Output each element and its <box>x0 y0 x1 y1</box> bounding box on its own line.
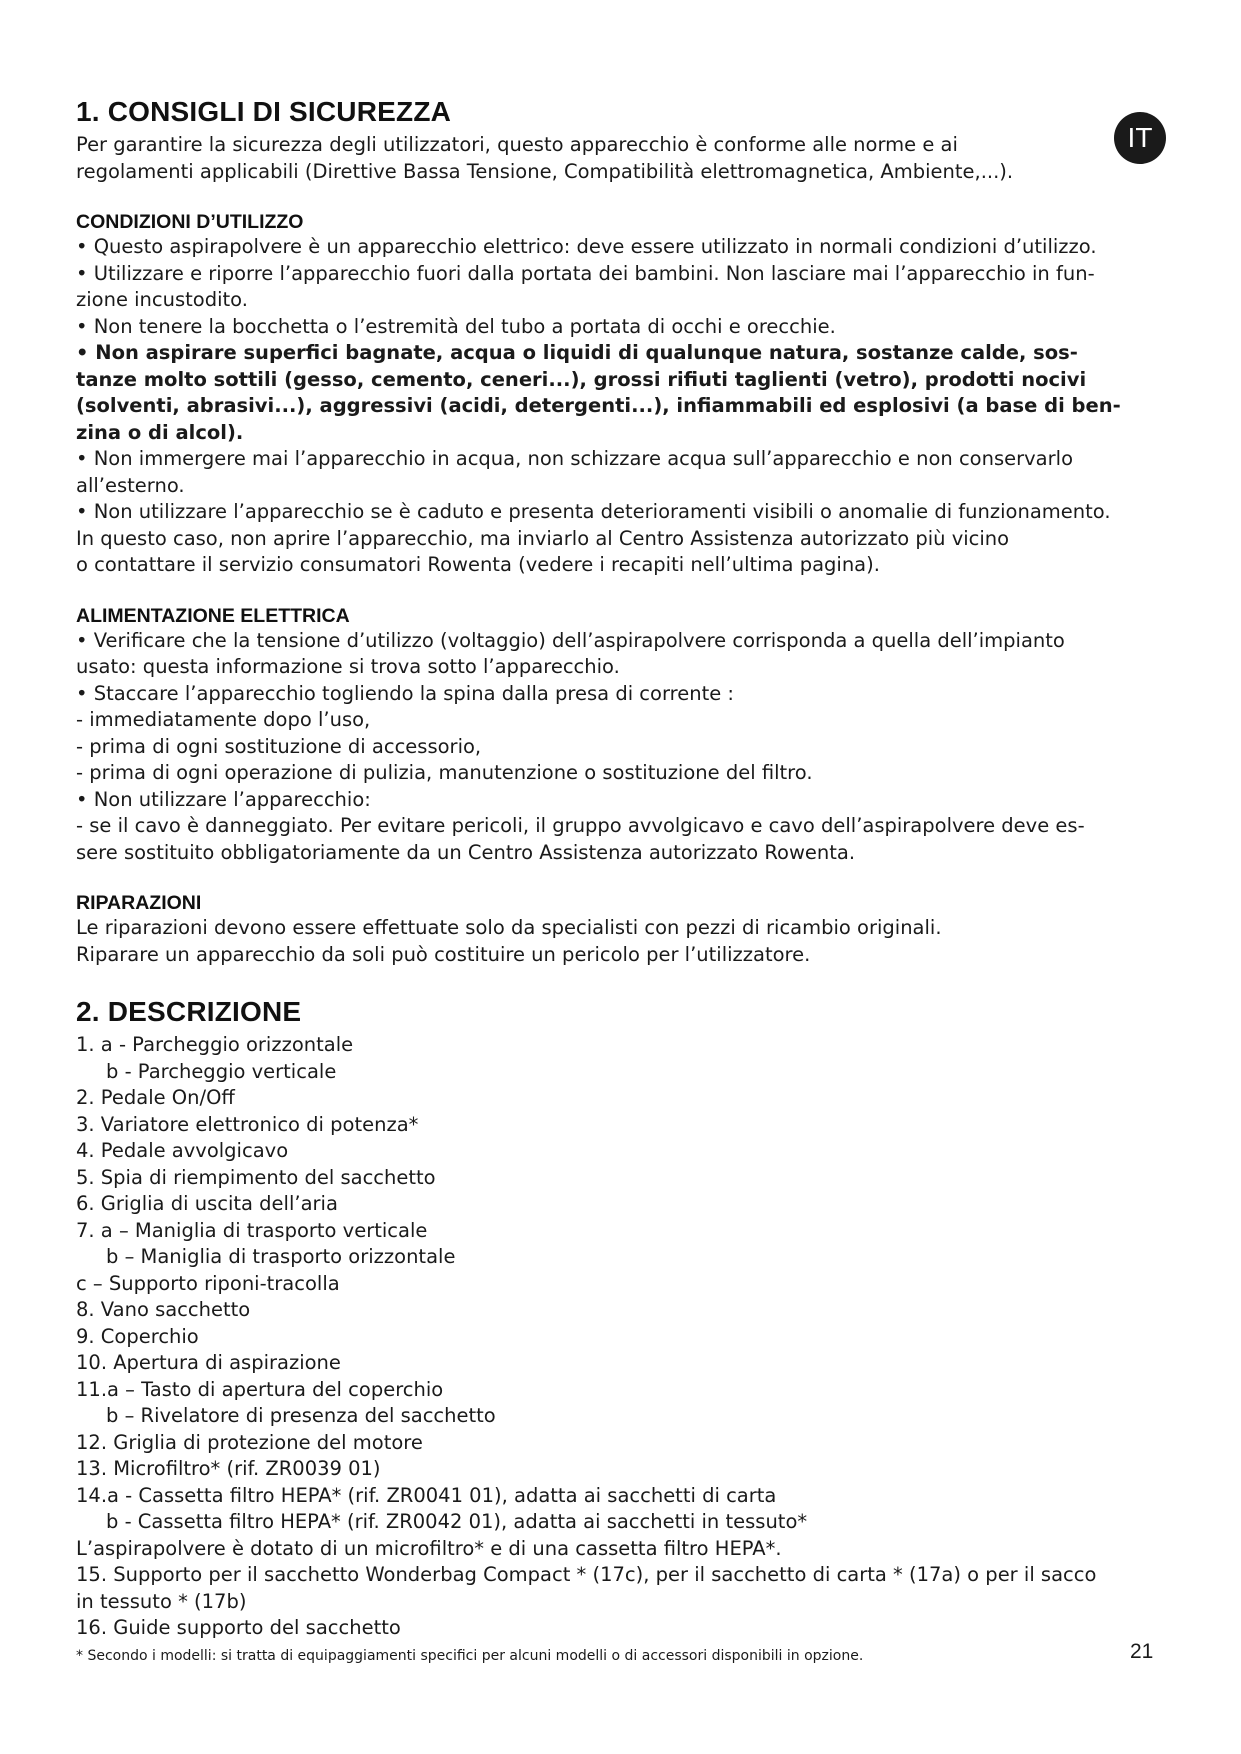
conditions-line: In questo caso, non aprire l’apparecchio, ma inviarlo al Centro Assistenza autorizzato più vicino <box>76 526 1010 550</box>
conditions-line: tanze molto sottili (gesso, cemento, ceneri...), grossi rifiuti taglienti (vetro), prodotti nocivi <box>76 367 1087 391</box>
conditions-line: (solventi, abrasivi...), aggressivi (acidi, detergenti...), infiammabili ed esplosivi (a base di ben- <box>76 394 1121 417</box>
conditions-body <box>76 234 1166 579</box>
description-item: 11.a – Tasto di apertura del coperchio <box>76 1377 444 1401</box>
repairs-line: Riparare un apparecchio da soli può costituire un pericolo per l’utilizzatore. <box>76 942 811 966</box>
description-list <box>76 1032 1166 1642</box>
page-content <box>76 96 1166 1666</box>
description-item: b – Rivelatore di presenza del sacchetto <box>106 1404 496 1427</box>
repairs-body <box>76 915 1166 968</box>
power-line: • Verificare che la tensione d’utilizzo (voltaggio) dell’aspirapolvere corrisponda a quella dell’impianto <box>76 628 1065 652</box>
conditions-line: • Non tenere la bocchetta o l’estremità del tubo a portata di occhi e orecchie. <box>76 314 836 338</box>
power-line: - prima di ogni operazione di pulizia, manutenzione o sostituzione del filtro. <box>76 761 813 784</box>
description-item: 1. a - Parcheggio orizzontale <box>76 1033 354 1056</box>
conditions-line: • Non utilizzare l’apparecchio se è caduto e presenta deterioramenti visibili o anomalie di funzionamento. <box>76 500 1111 523</box>
description-item: 12. Griglia di protezione del motore <box>76 1430 423 1454</box>
power-body <box>76 628 1166 867</box>
description-item: 4. Pedale avvolgicavo <box>76 1139 289 1162</box>
language-badge: IT <box>1114 112 1166 164</box>
description-item: b - Parcheggio verticale <box>106 1059 337 1083</box>
description-item: 13. Microfiltro* (rif. ZR0039 01) <box>76 1457 381 1480</box>
description-item: 5. Spia di riempimento del sacchetto <box>76 1165 436 1189</box>
conditions-heading: CONDIZIONI D’UTILIZZO <box>76 211 304 233</box>
description-item: in tessuto * (17b) <box>76 1589 247 1613</box>
conditions-line: all’esterno. <box>76 473 185 497</box>
section2-title: 2. DESCRIZIONE <box>76 996 302 1027</box>
description-item: 6. Griglia di uscita dell’aria <box>76 1192 338 1215</box>
conditions-line: • Non immergere mai l’apparecchio in acqua, non schizzare acqua sull’apparecchio e non conservarlo <box>76 447 1073 470</box>
page-number: 21 <box>1130 1640 1154 1663</box>
description-item: 2. Pedale On/Off <box>76 1086 235 1109</box>
conditions-line: • Utilizzare e riporre l’apparecchio fuori dalla portata dei bambini. Non lasciare mai l’apparecchio in fun- <box>76 261 1095 285</box>
power-line: sere sostituito obbligatoriamente da un Centro Assistenza autorizzato Rowenta. <box>76 840 856 864</box>
description-item: 16. Guide supporto del sacchetto <box>76 1616 401 1639</box>
conditions-line: • Questo aspirapolvere è un apparecchio elettrico: deve essere utilizzato in normali condizioni d’utilizzo. <box>76 235 1097 258</box>
power-line: - prima di ogni sostituzione di accessorio, <box>76 734 482 758</box>
power-line: • Staccare l’apparecchio togliendo la spina dalla presa di corrente : <box>76 681 734 705</box>
description-item: 14.a - Cassetta filtro HEPA* (rif. ZR0041 01), adatta ai sacchetti di carta <box>76 1483 777 1507</box>
power-line: • Non utilizzare l’apparecchio: <box>76 787 371 811</box>
power-line: - se il cavo è danneggiato. Per evitare pericoli, il gruppo avvolgicavo e cavo dell’aspirapolvere deve es- <box>76 814 1085 837</box>
repairs-line: Le riparazioni devono essere effettuate solo da specialisti con pezzi di ricambio originali. <box>76 916 942 939</box>
section1-intro <box>76 132 1166 185</box>
description-item: 7. a – Maniglia di trasporto verticale <box>76 1218 428 1242</box>
conditions-line: • Non aspirare superfici bagnate, acqua o liquidi di qualunque natura, sostanze calde, sos- <box>76 341 1078 364</box>
description-item: 9. Coperchio <box>76 1324 199 1348</box>
description-item: 3. Variatore elettronico di potenza* <box>76 1112 419 1136</box>
description-item: b – Maniglia di trasporto orizzontale <box>106 1245 456 1268</box>
description-item: 15. Supporto per il sacchetto Wonderbag Compact * (17c), per il sacchetto di carta * (17a) o per il sacco <box>76 1563 1097 1586</box>
description-item: L’aspirapolvere è dotato di un microfiltro* e di una cassetta filtro HEPA*. <box>76 1536 782 1560</box>
conditions-line: zina o di alcol). <box>76 420 244 444</box>
conditions-line: o contattare il servizio consumatori Rowenta (vedere i recapiti nell’ultima pagina). <box>76 553 880 576</box>
conditions-line: zione incustodito. <box>76 288 248 311</box>
description-item: b - Cassetta filtro HEPA* (rif. ZR0042 01), adatta ai sacchetti in tessuto* <box>106 1510 808 1533</box>
section1-title: 1. CONSIGLI DI SICUREZZA <box>76 96 452 127</box>
footnote: * Secondo i modelli: si tratta di equipaggiamenti specifici per alcuni modelli o di accessori disponibili in opzione. <box>76 1647 864 1664</box>
intro-line: Per garantire la sicurezza degli utilizzatori, questo apparecchio è conforme alle norme e ai <box>76 133 958 156</box>
power-line: - immediatamente dopo l’uso, <box>76 708 371 731</box>
intro-line: regolamenti applicabili (Direttive Bassa Tensione, Compatibilità elettromagnetica, Ambiente,...). <box>76 159 1014 183</box>
description-item: 10. Apertura di aspirazione <box>76 1351 341 1374</box>
power-line: usato: questa informazione si trova sotto l’apparecchio. <box>76 655 620 678</box>
description-item: 8. Vano sacchetto <box>76 1298 251 1321</box>
description-item: c – Supporto riponi-tracolla <box>76 1271 340 1295</box>
repairs-heading: RIPARAZIONI <box>76 892 202 914</box>
power-heading: ALIMENTAZIONE ELETTRICA <box>76 604 350 627</box>
